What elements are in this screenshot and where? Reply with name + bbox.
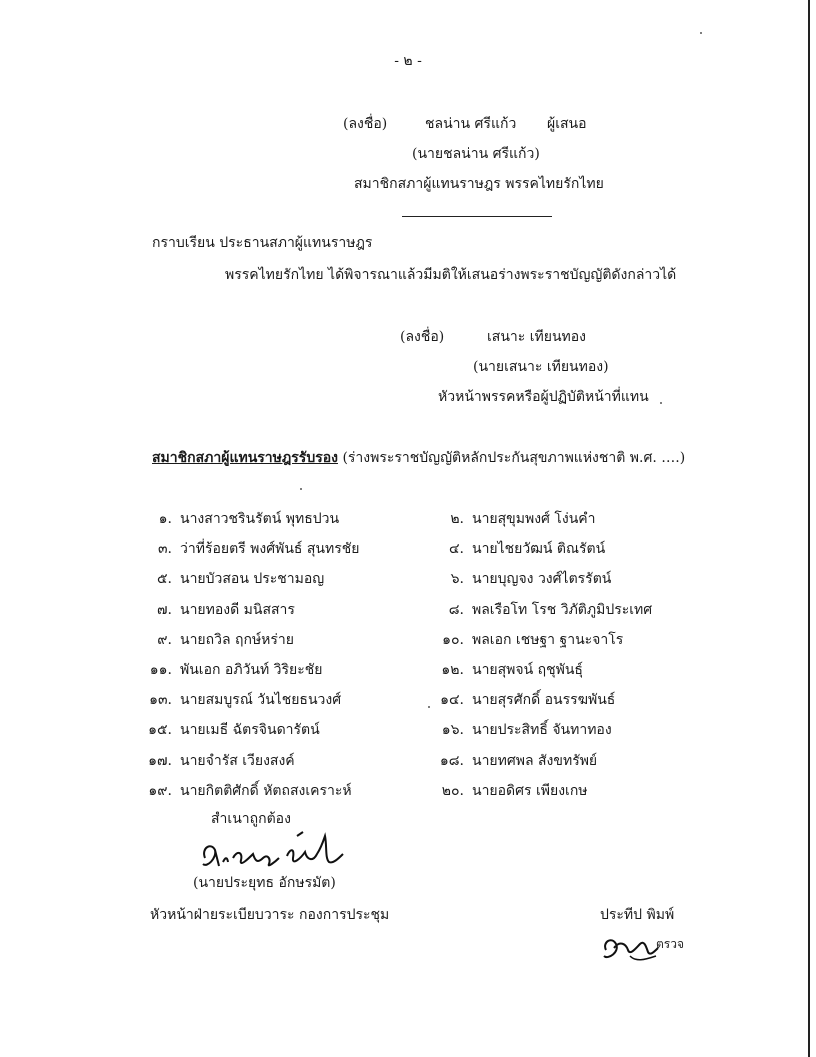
left-member-row xyxy=(138,629,294,651)
leader-signed-name: เสนาะ เทียนทอง xyxy=(487,329,586,345)
member-number: ๖. xyxy=(450,571,464,587)
member-name: นายทศพล สังขทรัพย์ xyxy=(472,753,598,769)
address-body: พรรคไทยรักไทย ได้พิจารณาแล้วมีมติให้เสนอร่างพระราชบัญญัติดังกล่าวได้ xyxy=(225,267,677,283)
member-name: พันเอก อภิวันท์ วิริยะชัย xyxy=(180,662,323,678)
member-name: นายทองดี มนิสสาร xyxy=(180,602,295,618)
left-member-row xyxy=(138,538,359,560)
member-name: นายบัวสอน ประชามอญ xyxy=(180,571,325,587)
right-member-row xyxy=(430,659,583,681)
right-member-row xyxy=(430,689,615,711)
member-name: นายกิตติศักดิ์ หัตถสงเคราะห์ xyxy=(180,783,352,799)
right-member-row xyxy=(430,508,596,530)
member-number: ๑๐. xyxy=(442,632,464,648)
proposer-role: ผู้เสนอ xyxy=(547,116,587,132)
leader-sign-label: (ลงชื่อ) xyxy=(400,329,445,345)
leader-full-name: (นายเสนาะ เทียนทอง) xyxy=(473,359,609,375)
scan-speck xyxy=(660,402,662,404)
member-name: นายสมบูรณ์ วันไชยธนวงศ์ xyxy=(180,692,342,708)
scan-speck xyxy=(428,706,430,708)
member-number: ๑๘. xyxy=(439,753,464,769)
right-member-row xyxy=(430,750,597,772)
proposer-full-name: (นายชลน่าน ศรีแก้ว) xyxy=(412,146,540,162)
member-number: ๑๙. xyxy=(148,783,172,799)
member-name: นายบุญจง วงศ์ไตรรัตน์ xyxy=(472,571,612,587)
member-number: ๑๔. xyxy=(440,692,464,708)
member-name: นางสาวชรินรัตน์ พุทธปวน xyxy=(180,511,340,527)
member-number: ๑. xyxy=(158,511,172,527)
member-name: นายสุรศักดิ์ อนรรฆพันธ์ xyxy=(472,692,616,708)
left-member-row xyxy=(138,508,339,530)
right-member-row xyxy=(430,568,611,590)
checker-label: ตรวจ xyxy=(656,937,685,951)
member-number: ๒๐. xyxy=(441,783,464,799)
typist-label: ประทีป พิมพ์ xyxy=(600,907,675,923)
proposer-signed-name: ชลน่าน ศรีแก้ว xyxy=(425,116,517,132)
member-name: นายอดิศร เพียงเกษ xyxy=(472,783,588,799)
member-name: นายสุขุมพงศ์ โง่นคำ xyxy=(472,511,596,527)
member-name: นายถวิล ฤกษ์หร่าย xyxy=(180,632,294,648)
right-member-row xyxy=(430,629,623,651)
member-name: นายสุพจน์ ฤชุพันธุ์ xyxy=(472,662,583,678)
left-member-row xyxy=(138,719,320,741)
left-member-row xyxy=(138,689,341,711)
member-number: ๑๓. xyxy=(149,692,172,708)
certifier-full-name: (นายประยุทธ อักษรมัต) xyxy=(193,875,336,891)
right-member-row xyxy=(430,780,588,802)
scan-speck xyxy=(300,488,302,490)
page-edge xyxy=(808,0,810,1057)
endorsement-heading: สมาชิกสภาผู้แทนราษฎรรับรอง xyxy=(152,450,338,466)
member-number: ๘. xyxy=(448,602,464,618)
salutation: กราบเรียน ประธานสภาผู้แทนราษฎร xyxy=(152,235,373,251)
endorsement-subject: (ร่างพระราชบัญญัติหลักประกันสุขภาพแห่งชาติ พ.ศ. ….) xyxy=(342,450,686,466)
certifier-signature-image xyxy=(197,828,347,876)
left-member-row xyxy=(138,599,295,621)
member-number: ๔. xyxy=(448,541,464,557)
member-name: นายเมธี ฉัตรจินดารัตน์ xyxy=(180,722,320,738)
checker-signature-image xyxy=(600,926,660,966)
member-name: นายไชยวัฒน์ ติณรัตน์ xyxy=(472,541,606,557)
left-member-row xyxy=(138,780,352,802)
member-number: ๑๖. xyxy=(441,722,464,738)
member-name: พลเอก เชษฐา ฐานะจาโร xyxy=(472,632,624,648)
member-number: ๑๒. xyxy=(441,662,464,678)
endorsement-line xyxy=(152,447,685,469)
right-member-row xyxy=(430,599,652,621)
member-number: ๑๕. xyxy=(148,722,172,738)
certifier-position: หัวหน้าฝ่ายระเบียบวาระ กองการประชุม xyxy=(150,907,390,923)
member-number: ๑๗. xyxy=(148,753,172,769)
certification-label: สำเนาถูกต้อง xyxy=(211,811,291,827)
left-member-row xyxy=(138,750,295,772)
member-number: ๙. xyxy=(157,632,172,648)
member-number: ๒. xyxy=(450,511,464,527)
member-name: นายประสิทธิ์ จันทาทอง xyxy=(472,722,612,738)
member-name: นายจำรัส เวียงสงค์ xyxy=(180,753,295,769)
left-member-row xyxy=(138,659,322,681)
page-number: - ๒ - xyxy=(394,53,422,69)
member-number: ๕. xyxy=(156,571,172,587)
separator-line xyxy=(402,216,552,217)
scan-speck xyxy=(700,32,702,34)
member-number: ๓. xyxy=(157,541,172,557)
right-member-row xyxy=(430,719,612,741)
right-member-row xyxy=(430,538,605,560)
member-name: พลเรือโท โรช วิภัติภูมิประเทศ xyxy=(472,602,653,618)
member-name: ว่าที่ร้อยตรี พงศ์พันธ์ สุนทรชัย xyxy=(180,541,360,557)
leader-position: หัวหน้าพรรคหรือผู้ปฏิบัติหน้าที่แทน xyxy=(438,389,649,405)
proposer-position: สมาชิกสภาผู้แทนราษฎร พรรคไทยรักไทย xyxy=(354,176,604,192)
member-number: ๑๑. xyxy=(149,662,172,678)
member-number: ๗. xyxy=(157,602,172,618)
proposer-sign-label: (ลงชื่อ) xyxy=(343,116,388,132)
left-member-row xyxy=(138,568,324,590)
